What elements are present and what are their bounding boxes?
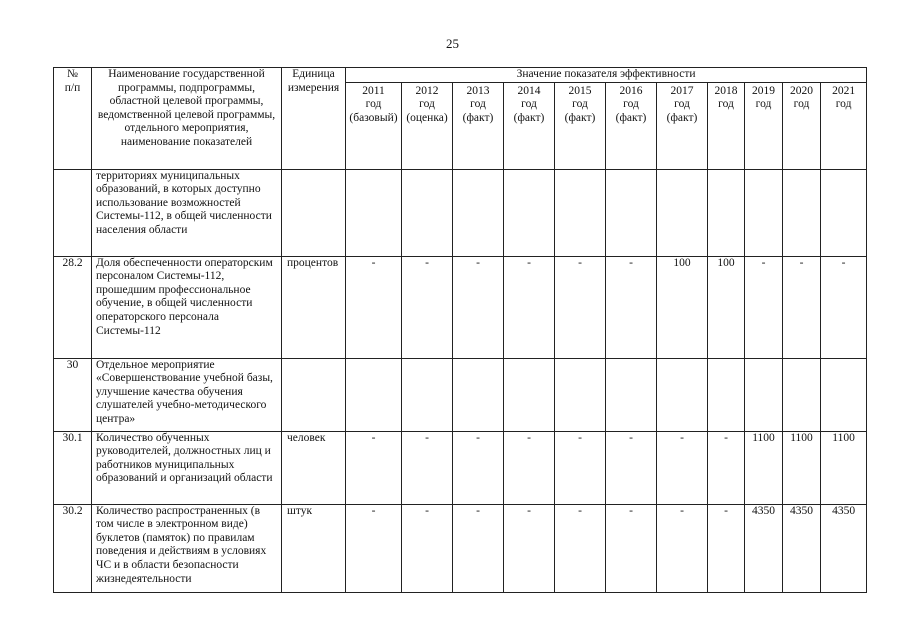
row-value: - bbox=[606, 431, 657, 504]
row-value: - bbox=[453, 256, 504, 358]
row-number: 30 bbox=[54, 358, 92, 431]
table-row bbox=[54, 256, 867, 358]
row-value: 100 bbox=[657, 256, 708, 358]
header-year-label: 2016 год (факт) bbox=[615, 84, 647, 124]
table-row bbox=[54, 504, 867, 592]
header-year-label: 2018 год bbox=[714, 84, 738, 111]
row-value bbox=[708, 169, 745, 256]
header-num bbox=[54, 68, 92, 170]
header-unit bbox=[282, 68, 346, 170]
row-value bbox=[504, 169, 555, 256]
header-year-label: 2017 год (факт) bbox=[666, 84, 698, 124]
row-number: 30.2 bbox=[54, 504, 92, 592]
row-value: - bbox=[504, 256, 555, 358]
table-row bbox=[54, 358, 867, 431]
header-year-label: 2020 год bbox=[790, 84, 813, 111]
row-indicator-name: территориях муниципальных образований, в которых доступно использование возможностей Системы-112, в общей численности населения области bbox=[92, 169, 282, 256]
header-year-label: 2012 год (оценка) bbox=[406, 84, 448, 124]
row-indicator-name: Доля обеспеченности операторским персоналом Системы-112, прошедшим профессиональное обучение, в общей численности операторского персонала Системы-112 bbox=[92, 256, 282, 358]
row-value bbox=[606, 169, 657, 256]
row-value: - bbox=[402, 256, 453, 358]
row-indicator-name: Количество распространенных (в том числе в электронном виде) буклетов (памяток) по правилам поведения и действиям в условиях ЧС и в области безопасности жизнедеятельности bbox=[92, 504, 282, 592]
header-values-group-label: Значение показателя эффективности bbox=[516, 68, 696, 80]
row-value: - bbox=[504, 431, 555, 504]
row-value: - bbox=[745, 256, 783, 358]
row-number: 30.1 bbox=[54, 431, 92, 504]
row-value bbox=[821, 169, 867, 256]
row-value: - bbox=[346, 256, 402, 358]
row-value bbox=[783, 169, 821, 256]
row-unit bbox=[282, 169, 346, 256]
header-year bbox=[745, 82, 783, 169]
row-value: - bbox=[402, 431, 453, 504]
row-value: - bbox=[606, 256, 657, 358]
header-year bbox=[606, 82, 657, 169]
row-unit bbox=[282, 358, 346, 431]
page-number: 25 bbox=[446, 36, 459, 51]
row-value: - bbox=[346, 504, 402, 592]
row-value bbox=[783, 358, 821, 431]
header-unit-label: Единица измерения bbox=[287, 68, 340, 94]
row-value: - bbox=[821, 256, 867, 358]
row-value: - bbox=[504, 504, 555, 592]
row-unit: процентов bbox=[282, 256, 346, 358]
row-value: 4350 bbox=[821, 504, 867, 592]
header-year bbox=[453, 82, 504, 169]
row-value bbox=[504, 358, 555, 431]
row-value bbox=[453, 358, 504, 431]
header-year bbox=[504, 82, 555, 169]
header-year bbox=[402, 82, 453, 169]
header-year-label: 2014 год (факт) bbox=[513, 84, 545, 124]
row-unit: человек bbox=[282, 431, 346, 504]
row-value bbox=[402, 169, 453, 256]
row-number: 28.2 bbox=[54, 256, 92, 358]
row-value: - bbox=[555, 504, 606, 592]
row-value: - bbox=[555, 256, 606, 358]
row-value: - bbox=[657, 504, 708, 592]
row-value: 100 bbox=[708, 256, 745, 358]
header-year bbox=[821, 82, 867, 169]
row-value: - bbox=[708, 504, 745, 592]
row-value: - bbox=[708, 431, 745, 504]
header-year bbox=[783, 82, 821, 169]
row-value: - bbox=[346, 431, 402, 504]
row-value bbox=[606, 358, 657, 431]
row-value: - bbox=[783, 256, 821, 358]
row-value: 4350 bbox=[783, 504, 821, 592]
row-value bbox=[346, 169, 402, 256]
row-value bbox=[657, 169, 708, 256]
row-value: - bbox=[555, 431, 606, 504]
header-values-group bbox=[346, 68, 867, 83]
row-value bbox=[555, 358, 606, 431]
header-year-label: 2015 год (факт) bbox=[564, 84, 596, 124]
efficiency-table bbox=[53, 67, 867, 593]
row-value: - bbox=[657, 431, 708, 504]
row-number bbox=[54, 169, 92, 256]
row-value: - bbox=[453, 504, 504, 592]
header-year bbox=[555, 82, 606, 169]
row-value: 1100 bbox=[745, 431, 783, 504]
header-year-label: 2019 год bbox=[752, 84, 775, 111]
header-year-label: 2011 год (базовый) bbox=[349, 84, 398, 124]
row-indicator-name: Отдельное мероприятие «Совершенствование учебной базы, улучшение качества обучения слушателей учебно-методического центра» bbox=[92, 358, 282, 431]
header-name bbox=[92, 68, 282, 170]
row-value: 1100 bbox=[783, 431, 821, 504]
row-value bbox=[453, 169, 504, 256]
row-value bbox=[821, 358, 867, 431]
row-value bbox=[745, 169, 783, 256]
header-year bbox=[708, 82, 745, 169]
row-value bbox=[555, 169, 606, 256]
table-header bbox=[54, 68, 867, 170]
header-year-label: 2013 год (факт) bbox=[462, 84, 494, 124]
row-value: - bbox=[606, 504, 657, 592]
row-indicator-name: Количество обученных руководителей, должностных лиц и работников муниципальных образований и организаций области bbox=[92, 431, 282, 504]
row-value bbox=[745, 358, 783, 431]
table-body bbox=[54, 169, 867, 592]
header-year bbox=[346, 82, 402, 169]
table-row bbox=[54, 431, 867, 504]
row-value: - bbox=[402, 504, 453, 592]
row-value bbox=[402, 358, 453, 431]
header-year bbox=[657, 82, 708, 169]
row-unit: штук bbox=[282, 504, 346, 592]
header-name-label: Наименование государственной программы, подпрограммы, областной целевой программы, ведомственной целевой программы, отдельного мероприятия, наименование показателей bbox=[97, 68, 276, 148]
row-value: 4350 bbox=[745, 504, 783, 592]
row-value: - bbox=[453, 431, 504, 504]
row-value bbox=[346, 358, 402, 431]
header-num-label: № п/п bbox=[64, 68, 81, 94]
table-row bbox=[54, 169, 867, 256]
header-year-label: 2021 год bbox=[832, 84, 856, 111]
row-value bbox=[708, 358, 745, 431]
row-value bbox=[657, 358, 708, 431]
row-value: 1100 bbox=[821, 431, 867, 504]
